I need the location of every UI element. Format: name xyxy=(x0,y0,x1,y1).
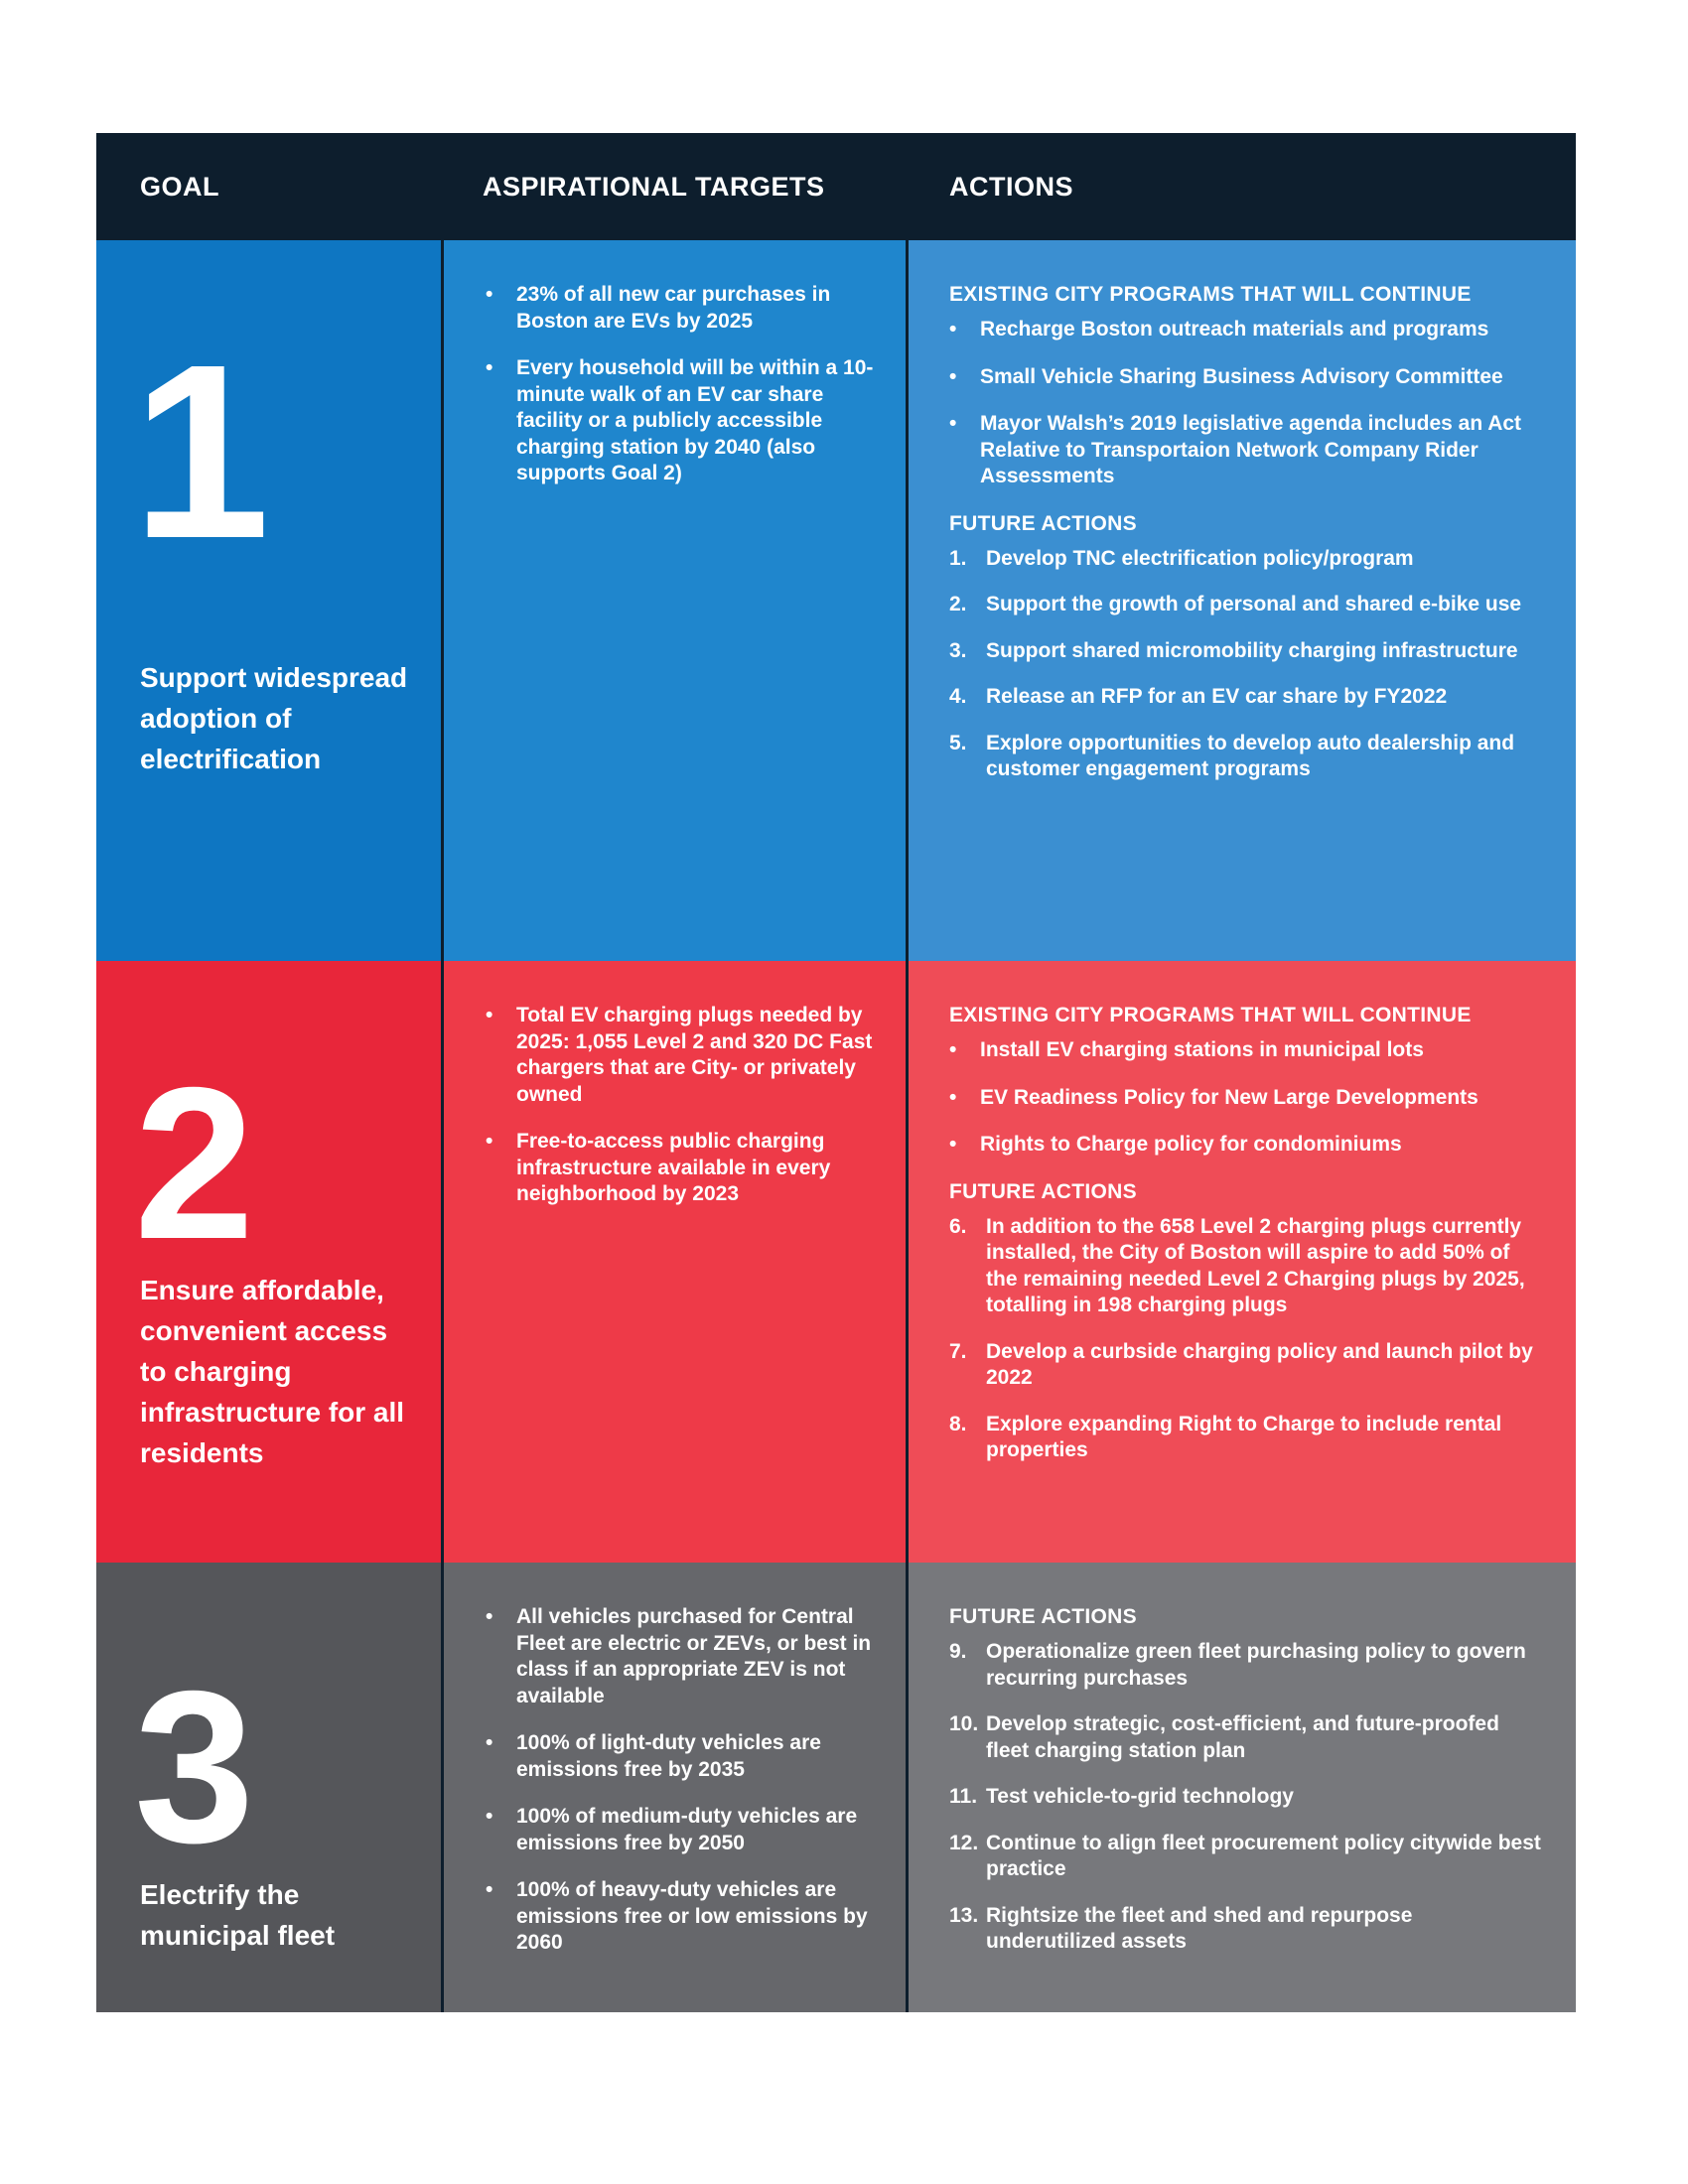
target-item: • All vehicles purchased for Central Fleet are electric or ZEVs, or best in class if an appropriate ZEV is not available xyxy=(486,1604,878,1709)
future-action-item xyxy=(949,731,1546,783)
goal-2-cell xyxy=(96,961,441,1563)
action-number: 12. xyxy=(949,1831,979,1854)
column-header-actions: ACTIONS xyxy=(909,133,1576,240)
target-item: • Total EV charging plugs needed by 2025: 1,055 Level 2 and 320 DC Fast chargers that are City- or privately owned xyxy=(486,1003,878,1108)
future-action-item xyxy=(949,1639,1546,1692)
future-actions-heading: FUTURE ACTIONS xyxy=(949,1179,1137,1203)
action-number: 3. xyxy=(949,638,967,662)
existing-program-item: • Install EV charging stations in municipal lots xyxy=(949,1037,1546,1064)
goal-number: 3 xyxy=(134,1647,255,1888)
future-action-item xyxy=(949,546,1546,573)
future-action-item xyxy=(949,1412,1546,1464)
existing-programs-heading: EXISTING CITY PROGRAMS THAT WILL CONTINUE xyxy=(949,283,1472,306)
action-text: Rightsize the fleet and shed and repurpose underutilized assets xyxy=(986,1903,1413,1953)
existing-program-item: • Mayor Walsh’s 2019 legislative agenda includes an Act Relative to Transportaion Network Company Rider Assessments xyxy=(949,411,1546,490)
goal-title: Electrify the municipal fleet xyxy=(140,1879,336,1951)
existing-program-item: • Recharge Boston outreach materials and programs xyxy=(949,317,1546,343)
action-text: Continue to align fleet procurement policy citywide best practice xyxy=(986,1831,1541,1880)
action-text: Support the growth of personal and shared e-bike use xyxy=(986,593,1522,615)
existing-program-item: • EV Readiness Policy for New Large Developments xyxy=(949,1085,1546,1112)
future-action-item xyxy=(949,1831,1546,1883)
future-action-item xyxy=(949,1339,1546,1392)
future-actions-list xyxy=(949,546,1546,783)
target-item: • 23% of all new car purchases in Boston are EVs by 2025 xyxy=(486,282,878,335)
action-text: Test vehicle-to-grid technology xyxy=(986,1785,1294,1808)
action-text: Explore opportunities to develop auto dealership and customer engagement programs xyxy=(986,731,1515,780)
action-number: 13. xyxy=(949,1903,979,1927)
action-text: Develop a curbside charging policy and launch pilot by 2022 xyxy=(986,1339,1533,1389)
existing-programs-list xyxy=(949,317,1546,490)
goal-3-targets-cell xyxy=(441,1563,909,2012)
action-text: Explore expanding Right to Charge to include rental properties xyxy=(986,1412,1502,1461)
action-number: 7. xyxy=(949,1339,967,1363)
action-text: In addition to the 658 Level 2 charging plugs currently installed, the City of Boston will aspire to add 50% of the remaining needed Level 2 Charging plugs by 2025, totalling in 198 charging plugs xyxy=(986,1214,1525,1316)
goal-number: 2 xyxy=(134,1043,255,1285)
action-number: 10. xyxy=(949,1712,979,1735)
existing-programs-heading: EXISTING CITY PROGRAMS THAT WILL CONTINUE xyxy=(949,1004,1472,1026)
targets-list xyxy=(444,1563,906,1957)
goal-1-targets-cell xyxy=(441,240,909,961)
future-action-item xyxy=(949,638,1546,665)
future-action-item xyxy=(949,1903,1546,1956)
target-item: • Every household will be within a 10-minute walk of an EV car share facility or a publicly accessible charging station by 2040 (also supports Goal 2) xyxy=(486,355,878,487)
action-text: Develop TNC electrification policy/program xyxy=(986,546,1414,570)
future-action-item xyxy=(949,684,1546,711)
future-actions-list xyxy=(949,1639,1546,1956)
future-actions-list xyxy=(949,1214,1546,1464)
existing-program-item: • Rights to Charge policy for condominiums xyxy=(949,1132,1546,1159)
action-number: 9. xyxy=(949,1640,967,1663)
goals-table xyxy=(96,133,1576,2012)
future-action-item xyxy=(949,1711,1546,1764)
goal-number: 1 xyxy=(132,313,271,590)
action-text: Develop strategic, cost-efficient, and future-proofed fleet charging station plan xyxy=(986,1712,1499,1762)
action-number: 2. xyxy=(949,593,967,615)
future-actions-heading: FUTURE ACTIONS xyxy=(949,1605,1137,1628)
goal-1-cell xyxy=(96,240,441,961)
action-text: Release an RFP for an EV car share by FY2022 xyxy=(986,685,1448,708)
goal-2-targets-cell xyxy=(441,961,909,1563)
targets-list xyxy=(444,961,906,1208)
existing-programs-list xyxy=(949,1037,1546,1159)
target-item: • 100% of medium-duty vehicles are emissions free by 2050 xyxy=(486,1804,878,1856)
action-number: 11. xyxy=(949,1785,978,1808)
target-item: • 100% of heavy-duty vehicles are emissions free or low emissions by 2060 xyxy=(486,1877,878,1957)
goal-1-actions-cell xyxy=(909,240,1576,961)
target-item: • Free-to-access public charging infrastructure available in every neighborhood by 2023 xyxy=(486,1129,878,1208)
goal-3-cell xyxy=(96,1563,441,2012)
future-action-item xyxy=(949,1214,1546,1319)
future-action-item xyxy=(949,1784,1546,1811)
future-actions-heading: FUTURE ACTIONS xyxy=(949,511,1137,535)
targets-list xyxy=(444,240,906,487)
future-action-item xyxy=(949,592,1546,618)
action-number: 6. xyxy=(949,1214,967,1238)
column-header-goal: GOAL xyxy=(96,133,441,240)
column-header-targets: ASPIRATIONAL TARGETS xyxy=(441,133,909,240)
action-text: Operationalize green fleet purchasing policy to govern recurring purchases xyxy=(986,1640,1526,1690)
existing-program-item: • Small Vehicle Sharing Business Advisory Committee xyxy=(949,364,1546,391)
goal-title: Support widespread adoption of electrification xyxy=(140,662,408,774)
target-item: • 100% of light-duty vehicles are emissions free by 2035 xyxy=(486,1730,878,1783)
action-number: 8. xyxy=(949,1412,967,1435)
goal-3-actions-cell xyxy=(909,1563,1576,2012)
action-number: 5. xyxy=(949,731,967,754)
action-text: Support shared micromobility charging infrastructure xyxy=(986,638,1518,662)
goal-2-actions-cell xyxy=(909,961,1576,1563)
action-number: 4. xyxy=(949,685,967,708)
action-number: 1. xyxy=(949,546,967,570)
goal-title: Ensure affordable, convenient access to charging infrastructure for all residents xyxy=(140,1275,405,1468)
